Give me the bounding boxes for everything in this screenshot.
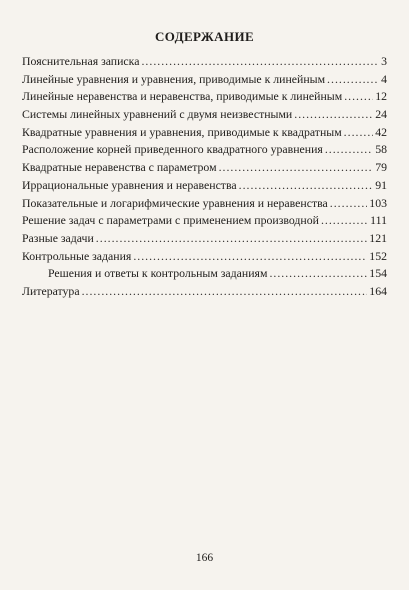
- toc-leader-dots: [239, 178, 374, 192]
- page-title: СОДЕРЖАНИЕ: [154, 29, 255, 44]
- toc-entry: [22, 160, 387, 174]
- toc-leader-dots: [141, 54, 379, 68]
- toc-entry-label: Показательные и логарифмические уравнения и неравенства: [22, 195, 328, 210]
- toc-leader-dots: [294, 107, 373, 121]
- toc-entry: [22, 72, 387, 86]
- toc-leader-dots: [325, 142, 373, 156]
- toc-entry-page: 121: [369, 230, 387, 245]
- toc-entry: [22, 54, 387, 68]
- toc-entry-label: Контрольные задания: [22, 248, 132, 263]
- toc-entry-label: Пояснительная записка: [22, 54, 140, 68]
- toc-entry-label: Решения и ответы к контрольным заданиям: [48, 266, 268, 281]
- toc-entry-page: 12: [375, 89, 387, 104]
- toc-entry: [22, 125, 387, 139]
- page-number: 166: [195, 552, 214, 564]
- toc-entry: [22, 196, 387, 210]
- toc-entry-page: 58: [375, 142, 387, 157]
- toc-leader-dots: [321, 213, 368, 227]
- toc-entry-page: 111: [370, 213, 387, 228]
- toc-entry-page: 24: [375, 107, 387, 122]
- toc-leader-dots: [330, 196, 368, 210]
- toc-leader-dots: [133, 249, 367, 263]
- toc-leader-dots: [82, 284, 368, 298]
- toc-entry-label: Линейные неравенства и неравенства, приводимые к линейным: [22, 89, 343, 104]
- toc-leader-dots: [344, 125, 374, 139]
- toc-entry-page: 154: [369, 266, 387, 281]
- toc-entry-page: 103: [369, 195, 387, 210]
- toc-entry-label: Системы линейных уравнений с двумя неизвестными: [22, 107, 293, 122]
- table-of-contents: [22, 54, 387, 302]
- toc-entry-page: 3: [381, 54, 387, 68]
- toc-entry-label: Линейные уравнения и уравнения, приводимые к линейным: [22, 71, 326, 86]
- toc-entry-label: Квадратные уравнения и уравнения, приводимые к квадратным: [22, 124, 342, 139]
- toc-leader-dots: [96, 231, 368, 245]
- toc-leader-dots: [327, 72, 379, 86]
- toc-entry-label: Иррациональные уравнения и неравенства: [22, 177, 237, 192]
- toc-entry-label: Квадратные неравенства с параметром: [22, 160, 217, 175]
- toc-leader-dots: [219, 160, 374, 174]
- toc-entry: [22, 89, 387, 103]
- toc-leader-dots: [269, 266, 367, 280]
- toc-entry-page: 4: [381, 71, 387, 86]
- toc-entry-page: 152: [369, 248, 387, 263]
- toc-entry: [22, 107, 387, 121]
- toc-entry: [22, 142, 387, 156]
- toc-subentry: [22, 266, 387, 280]
- toc-entry: [22, 231, 387, 245]
- toc-entry-label: Расположение корней приведенного квадратного уравнения: [22, 142, 323, 157]
- toc-entry-page: 91: [375, 177, 387, 192]
- toc-entry-label: Литература: [22, 283, 80, 298]
- toc-entry-page: 42: [375, 124, 387, 139]
- toc-entry: [22, 284, 387, 298]
- toc-entry-page: 164: [369, 283, 387, 298]
- toc-entry: [22, 249, 387, 263]
- toc-leader-dots: [344, 89, 373, 103]
- toc-entry-label: Решение задач с параметрами с применением производной: [22, 213, 319, 228]
- toc-entry: [22, 213, 387, 227]
- toc-entry-label: Разные задачи: [22, 230, 94, 245]
- toc-entry-page: 79: [375, 160, 387, 175]
- toc-entry: [22, 178, 387, 192]
